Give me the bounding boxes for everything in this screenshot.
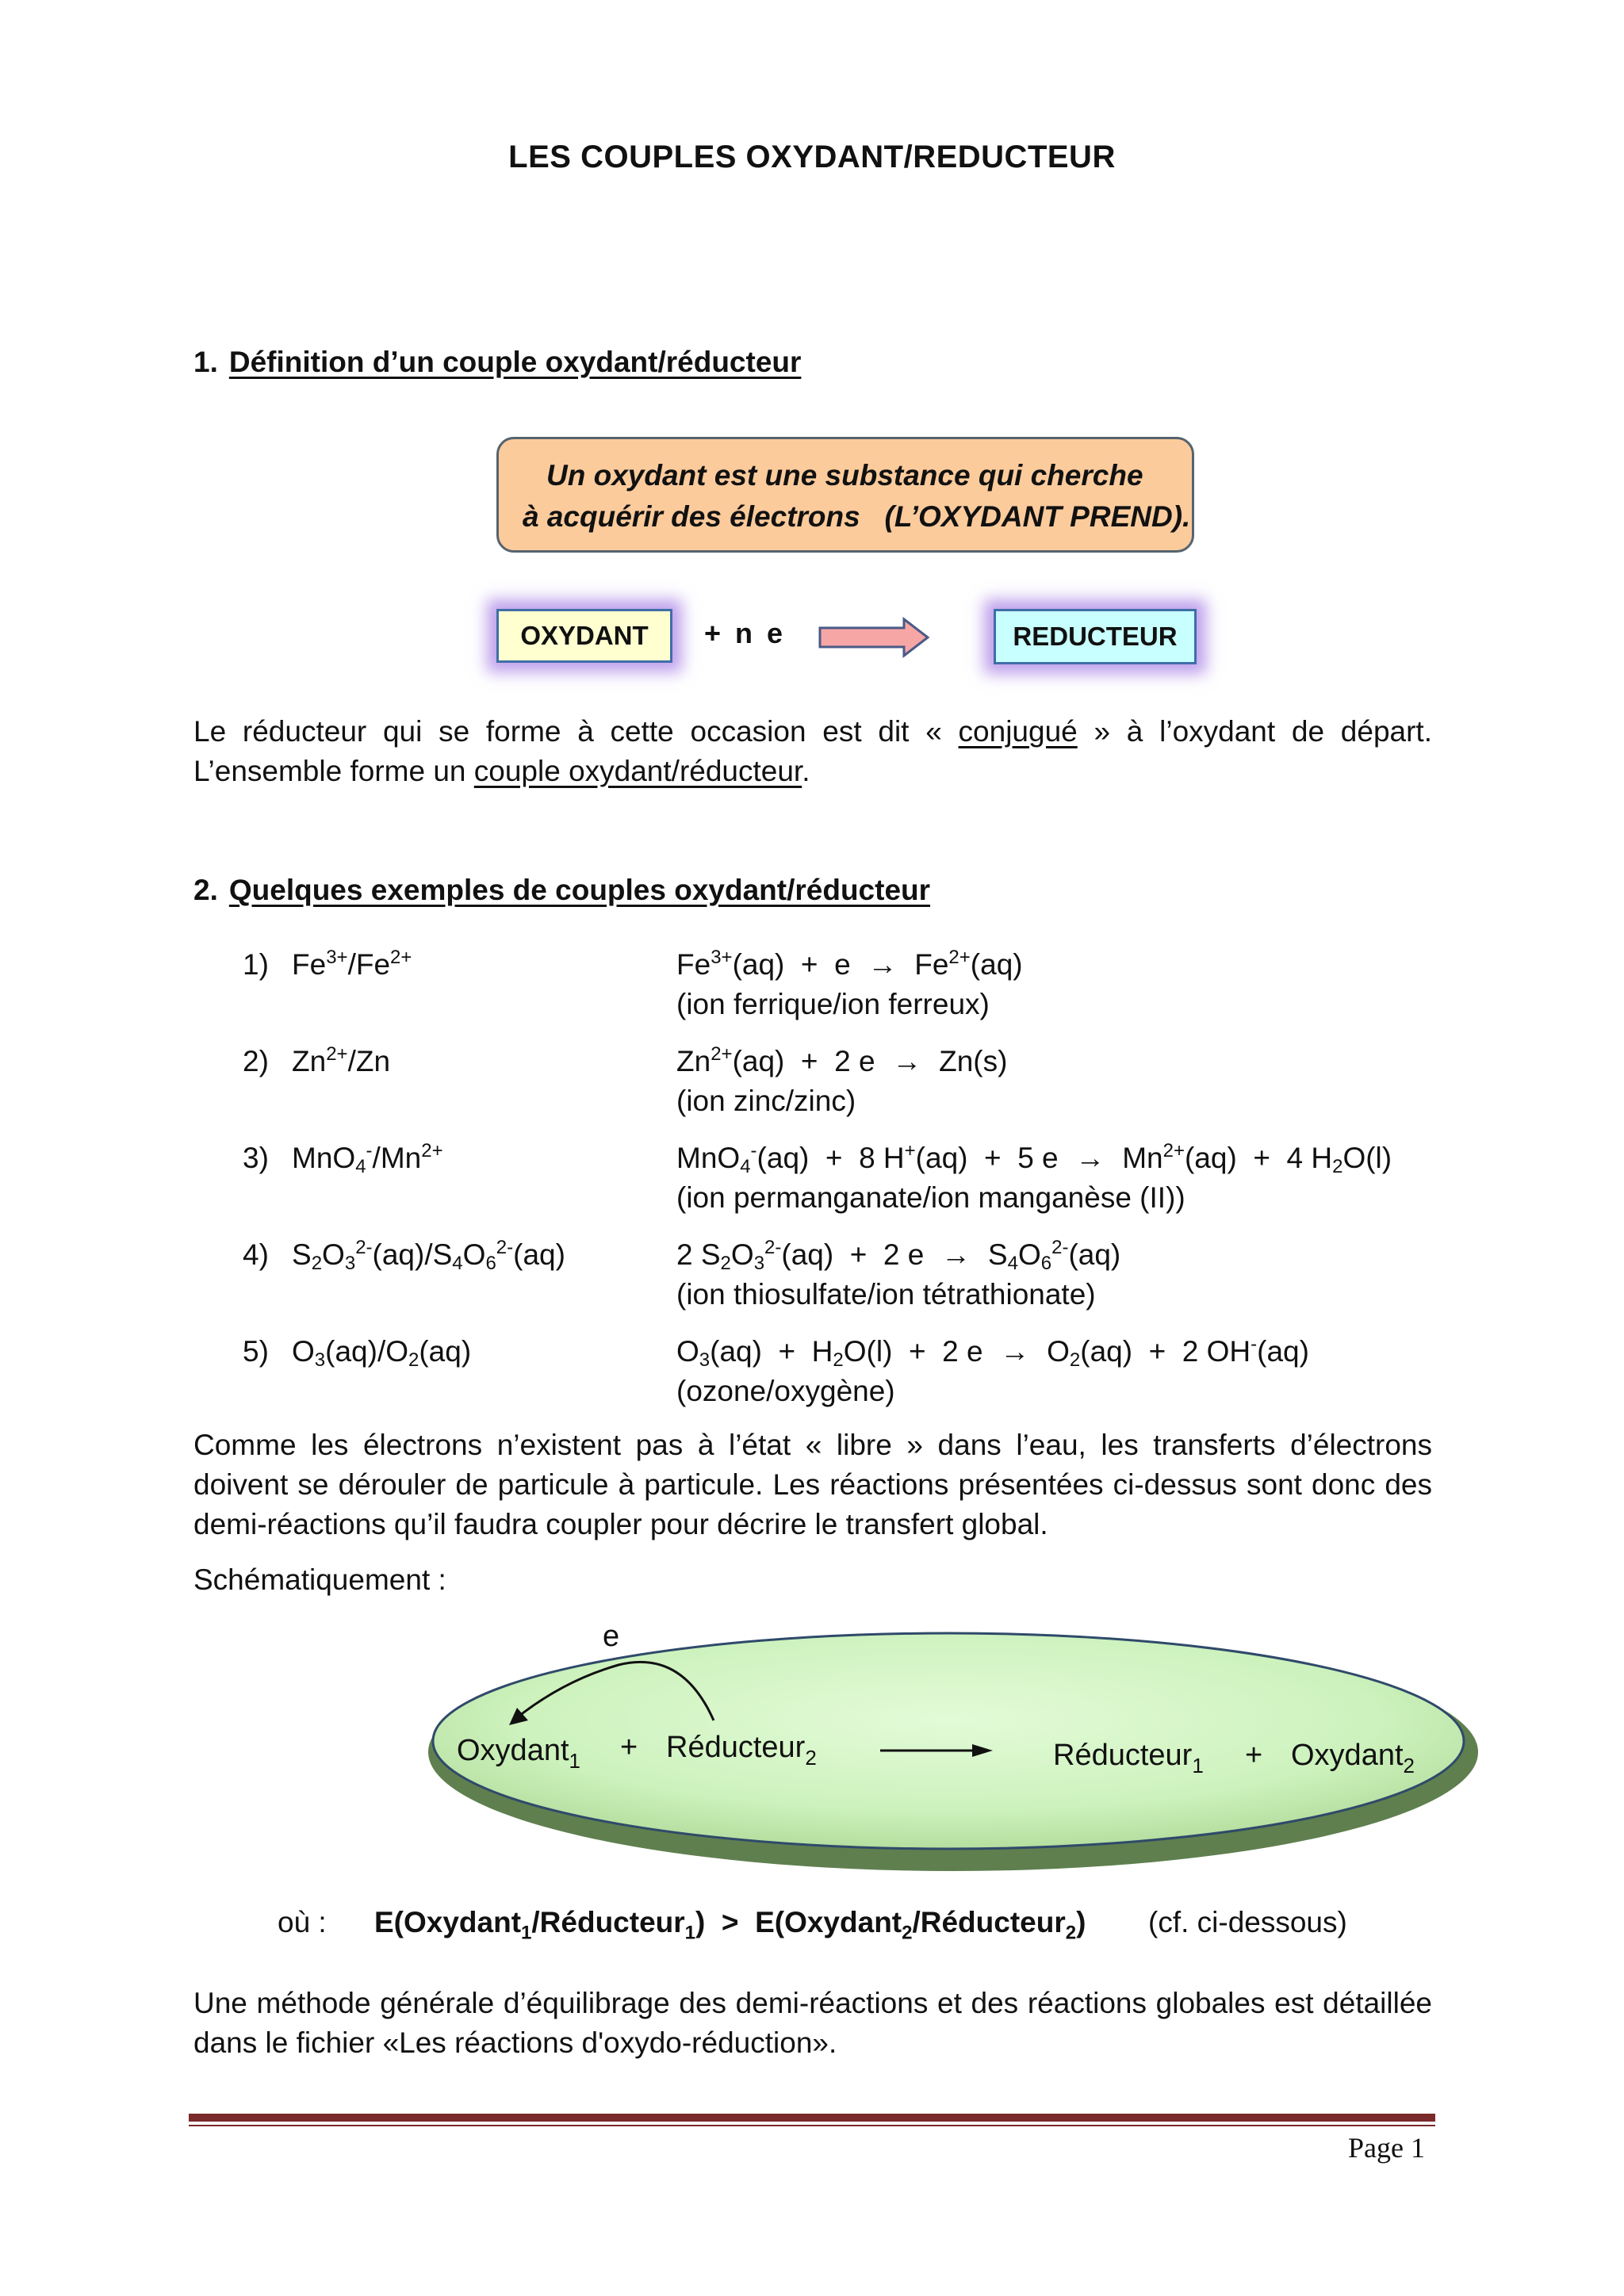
- methode-paragraph: Une méthode générale d’équilibrage des demi-réactions et des réactions globales est détaillée dans le fichier «Les réactions d'oxydo-réduction».: [193, 1987, 1432, 2059]
- example-5-desc: (ozone/oxygène): [676, 1375, 895, 1407]
- section-1-number: 1.: [193, 346, 218, 378]
- conjugue-term: conjugué: [958, 715, 1078, 748]
- example-5-reaction: $O_3(aq) + H_2O(l) + 2$ $e \to O_2(aq) + 2$ OH-(aq): [676, 1334, 1309, 1371]
- reducteur-box: REDUCTEUR: [994, 609, 1197, 664]
- plus-2: +: [1245, 1739, 1263, 1772]
- plus-1: +: [620, 1731, 638, 1764]
- example-3-couple: $MnO_4^-/Mn^{2+}$: [292, 1140, 443, 1177]
- definition-line-2: à acquérir des électrons (L’OXYDANT PREND).: [523, 500, 1191, 533]
- section-2-number: 2.: [193, 874, 218, 906]
- reducteur-1-label: Réducteur$_1$: [1053, 1739, 1204, 1777]
- section-1-title: Définition d’un couple oxydant/réducteur: [228, 346, 802, 378]
- section-2-heading: [193, 874, 930, 907]
- example-2-desc: (ion zinc/zinc): [676, 1085, 856, 1117]
- oxydant-2-label: Oxydant$_2$: [1291, 1739, 1415, 1777]
- page-number: Page 1: [1348, 2132, 1425, 2164]
- example-3-number: 3): [243, 1142, 269, 1174]
- example-3-desc: (ion permanganate/ion manganèse (II)): [676, 1181, 1185, 1214]
- para-text: » à l’oxydant de départ. L’ensemble forme un: [193, 715, 1432, 787]
- example-5-number: 5): [243, 1335, 269, 1368]
- example-2-number: 2): [243, 1045, 269, 1077]
- example-2-couple: $Zn^{2+}/Zn$: [292, 1043, 391, 1077]
- section-2-title: Quelques exemples de couples oxydant/réducteur: [228, 874, 931, 906]
- example-3-reaction: MnO$_4$-(aq) + 8 H+(aq) + 5 $e \to Mn^{2+}(aq) + 4$ $H_2O(l)$: [676, 1140, 1392, 1177]
- example-1-number: 1): [243, 948, 269, 981]
- definition-box: [496, 437, 1194, 553]
- example-1-desc: (ion ferrique/ion ferreux): [676, 988, 990, 1020]
- example-5-couple: $O_3(aq)/O_2(aq)$: [292, 1335, 472, 1371]
- cf-label: (cf. ci-dessous): [1148, 1906, 1347, 1938]
- footer-line: [189, 2114, 1435, 2122]
- electrons-paragraph: Comme les électrons n’existent pas à l’état « libre » dans l’eau, les transferts d’électrons doivent se dérouler de particule à particule. Les réactions présentées ci-dessus sont donc des demi-réactions qu’il faudra coupler pour décrire le transfert global.: [193, 1429, 1432, 1540]
- potential-inequality: E(Oxydant$_1$/Réducteur$_1$) > E(Oxydant$_2$/Réducteur$_2$): [374, 1906, 1086, 1944]
- couple-term: couple oxydant/réducteur: [473, 755, 802, 787]
- oxydant-box: OXYDANT: [496, 609, 672, 663]
- oxydant-1-label: Oxydant$_1$: [457, 1734, 580, 1773]
- right-arrow-icon: [818, 617, 931, 658]
- reducteur-2-label: Réducteur$_2$: [666, 1731, 817, 1770]
- example-4-desc: (ion thiosulfate/ion tétrathionate): [676, 1278, 1096, 1311]
- example-1-couple: $Fe^{3+}/Fe^{2+}$: [292, 947, 412, 981]
- example-1-reaction: $Fe^{3+}(aq) + e \to Fe^{2+}(aq)$: [676, 947, 1023, 981]
- plus-n-electrons: + n e: [704, 617, 787, 649]
- definition-line-1: Un oxydant est une substance qui cherche: [546, 459, 1143, 492]
- schematic-label: Schématiquement :: [193, 1563, 446, 1596]
- example-2-reaction: $Zn^{2+}(aq) + 2$ e → Zn(s): [676, 1043, 1008, 1077]
- para-text: .: [802, 755, 810, 787]
- electron-transfer-diagram: [412, 1601, 1491, 1871]
- footer-line-thin: [189, 2125, 1435, 2126]
- electron-label: e: [603, 1620, 620, 1653]
- conjugue-paragraph: [193, 712, 1432, 791]
- example-4-reaction: 2 $S_2O_3^{2-}(aq) + 2$ $e \to S_4O_6^{2-}(aq)$: [676, 1237, 1121, 1274]
- page-title: LES COUPLES OXYDANT/REDUCTEUR: [508, 140, 1116, 174]
- para-text: Le réducteur qui se forme à cette occasion est dit «: [193, 715, 959, 748]
- ou-label: où :: [278, 1906, 327, 1938]
- section-1-heading: [193, 346, 801, 379]
- example-4-number: 4): [243, 1238, 269, 1271]
- example-4-couple: $S_2O_3^{2-}(aq)/S_4O_6^{2-}(aq)$: [292, 1237, 565, 1274]
